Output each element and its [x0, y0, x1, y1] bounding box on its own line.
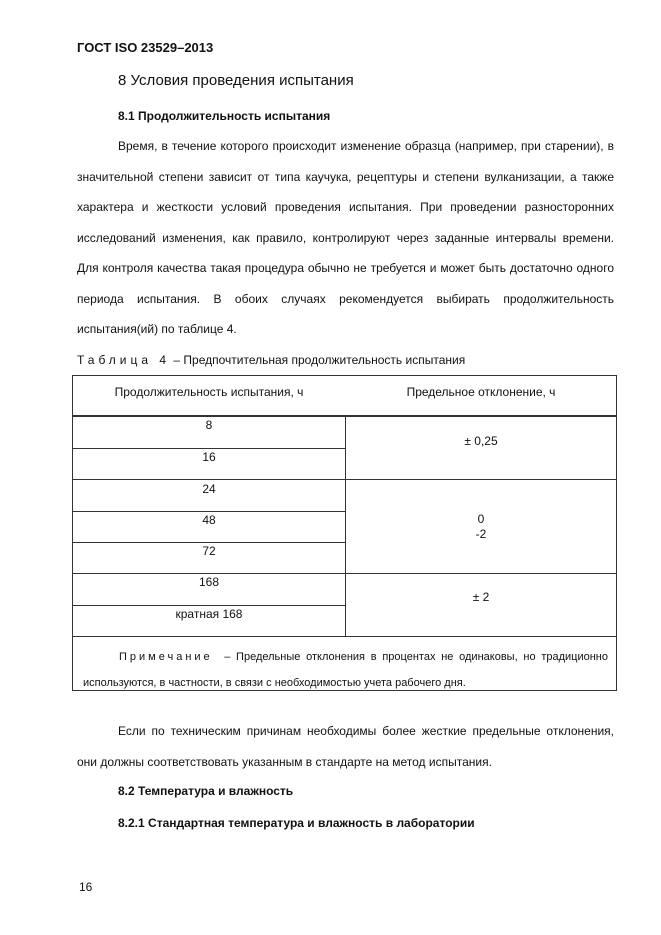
- subsection-title-8-2: 8.2 Температура и влажность: [118, 784, 294, 798]
- duration-cell: 48: [202, 513, 216, 527]
- table-header-deviation: Предельное отклонение, ч: [406, 385, 556, 399]
- duration-cell: кратная 168: [175, 607, 243, 621]
- deviation-cell-lower: -2: [475, 527, 487, 541]
- row-rule: [73, 448, 345, 449]
- paragraph-text: Время, в течение которого происходит изменение образца (например, при старении), в значительной степени зависит от типа каучука, рецептуры и степени вулканизации, а также характера и жесткости условий проведения испытания. При проведении разносторонних исследований изменения, как правило, контролируют через заданные интервалы времени. Для контроля качества такая процедура обычно не требуется и может быть достаточно одного периода испытания. В обоих случаях рекомендуется выбирать продолжительность испытания(ий) по таблице 4.: [77, 139, 614, 336]
- paragraph-tolerance: [77, 716, 614, 777]
- page-number: 16: [79, 880, 93, 894]
- document-header: ГОСТ ISO 23529–2013: [77, 40, 214, 55]
- group-rule: [73, 573, 616, 574]
- section-title: 8 Условия проведения испытания: [118, 72, 354, 89]
- duration-cell: 16: [202, 450, 216, 464]
- duration-cell: 24: [202, 482, 216, 496]
- table-caption: [77, 353, 465, 367]
- table-caption-text: – Предпочтительная продолжительность испытания: [173, 353, 466, 367]
- subsection-title: 8.1 Продолжительность испытания: [118, 109, 331, 123]
- subsection-title-8-2-1: 8.2.1 Стандартная температура и влажность в лаборатории: [118, 816, 475, 830]
- row-rule: [73, 542, 345, 543]
- deviation-cell: ± 2: [472, 590, 490, 604]
- duration-cell: 72: [202, 544, 216, 558]
- deviation-cell: ± 0,25: [464, 434, 498, 448]
- table-caption-label: Таблица 4: [77, 353, 171, 367]
- table-note: [83, 644, 608, 696]
- table-note-label: Примечание: [119, 651, 213, 663]
- duration-cell: 8: [205, 418, 213, 432]
- group-rule: [73, 479, 616, 480]
- duration-cell: 168: [198, 575, 220, 589]
- duration-table: [72, 375, 617, 691]
- note-rule: [73, 636, 616, 637]
- row-rule: [73, 605, 345, 606]
- deviation-cell-upper: 0: [477, 512, 485, 526]
- table-note-text: – Предельные отклонения в процентах не одинаковы, но традиционно используются, в частности, в связи с необходимостью учета рабочего дня.: [83, 651, 608, 689]
- table-header-duration: Продолжительность испытания, ч: [114, 385, 304, 399]
- paragraph-text: Если по техническим причинам необходимы более жесткие предельные отклонения, они должны соответствовать указанным в стандарте на метод испытания.: [77, 724, 614, 769]
- paragraph-duration: [77, 131, 614, 345]
- row-rule: [73, 511, 345, 512]
